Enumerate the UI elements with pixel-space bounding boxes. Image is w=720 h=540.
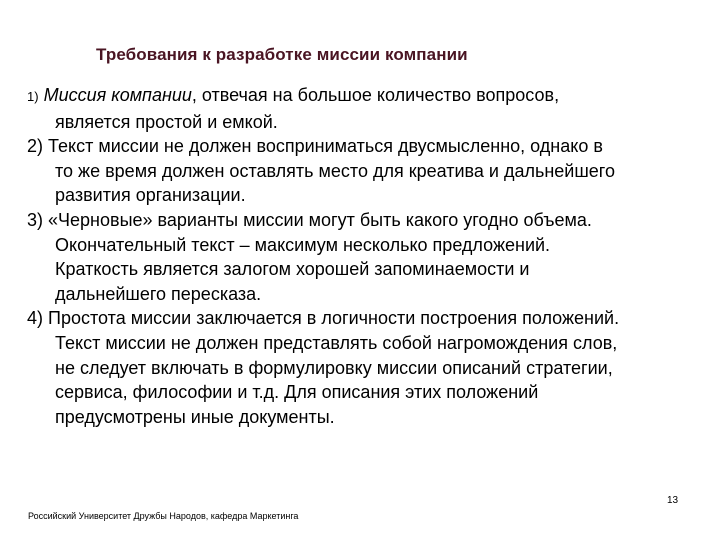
requirement-2-number: 2) (27, 136, 44, 157)
requirement-2-line-1 (27, 134, 697, 159)
requirement-4-line-5: предусмотрены иные документы. (55, 406, 335, 427)
requirement-4-line-1 (27, 306, 697, 331)
requirement-4-line-4: сервиса, философии и т.д. Для описания этих положений (55, 382, 539, 403)
requirement-3-line-3: Краткость является залогом хорошей запоминаемости и (55, 259, 530, 280)
requirement-4-line-1-text: Простота миссии заключается в логичности построения положений. (48, 308, 620, 329)
requirement-3-number: 3) (27, 209, 44, 230)
requirement-1-italic-term: Миссия компании (43, 85, 192, 105)
requirement-2-line-1-text: Текст миссии не должен восприниматься двусмысленно, однако в (48, 136, 603, 157)
requirement-4-line-3: не следует включать в формулировку миссии описаний стратегии, (55, 357, 613, 378)
requirement-item-3 (27, 208, 697, 306)
requirement-3-line-2: Окончательный текст – максимум несколько предложений. (55, 234, 551, 255)
page-number: 13 (667, 495, 679, 506)
requirement-3-line-1 (27, 208, 697, 233)
slide-title: Требования к разработке миссии компании (96, 45, 468, 64)
requirements-list (27, 83, 697, 429)
requirement-1-line-2: является простой и емкой. (55, 111, 278, 132)
requirement-4-line-2: Текст миссии не должен представлять собой нагромождения слов, (55, 332, 618, 353)
requirement-1-line-1-text: , отвечая на большое количество вопросов, (191, 85, 560, 105)
requirement-item-1 (27, 83, 697, 134)
requirement-4-number: 4) (27, 308, 44, 329)
requirement-3-line-1-text: «Черновые» варианты миссии могут быть какого угодно объема. (48, 209, 592, 230)
footer-affiliation: Российский Университет Дружбы Народов, кафедра Маркетинга (28, 511, 299, 521)
requirement-item-2 (27, 134, 697, 208)
requirement-item-4 (27, 306, 697, 429)
requirement-1-number: 1) (27, 89, 39, 104)
requirement-2-line-2: то же время должен оставлять место для креатива и дальнейшего (55, 160, 615, 181)
requirement-2-line-3: развития организации. (55, 185, 246, 206)
requirement-3-line-4: дальнейшего пересказа. (55, 283, 262, 304)
requirement-1-line-1 (27, 83, 697, 110)
